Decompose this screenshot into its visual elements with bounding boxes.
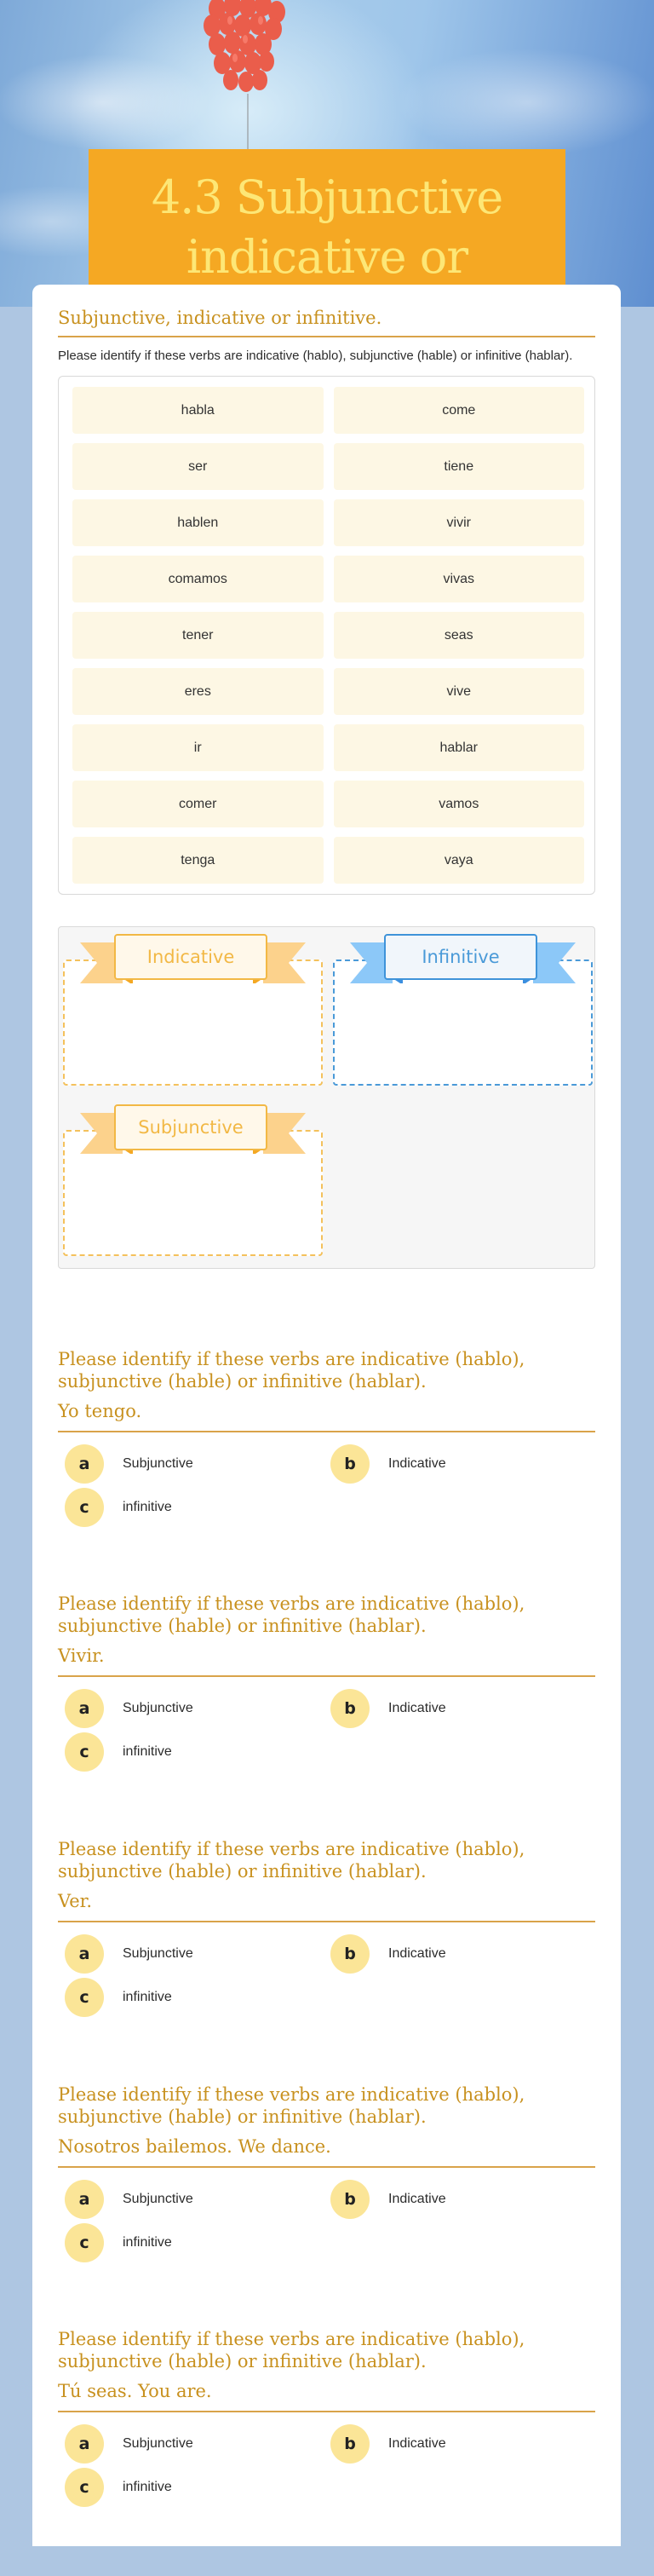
question-4 <box>58 2083 595 2262</box>
word-chip[interactable]: seas <box>334 612 585 659</box>
question-prompt: Please identify if these verbs are indicative (hablo), subjunctive (hable) or infinitive (hablar). <box>58 1349 525 1392</box>
option-label: infinitive <box>123 1989 172 2004</box>
question-1 <box>58 1348 595 1527</box>
option-letter-icon: a <box>65 1934 104 1974</box>
option-label: Subjunctive <box>123 1700 193 1715</box>
option-c[interactable] <box>58 1487 324 1527</box>
option-b[interactable] <box>324 1688 589 1728</box>
word-bank <box>58 376 595 895</box>
word-chip[interactable]: comer <box>72 781 324 827</box>
bin-label-indicative: Indicative <box>114 934 267 980</box>
bin-label-subjunctive: Subjunctive <box>114 1104 267 1150</box>
options-list <box>58 1688 595 1772</box>
option-label: Subjunctive <box>123 1945 193 1961</box>
option-c[interactable] <box>58 1732 324 1772</box>
page-title: 4.3 Subjunctive indicative or <box>151 170 503 284</box>
option-letter-icon: a <box>65 1444 104 1484</box>
question-prompt: Please identify if these verbs are indicative (hablo), subjunctive (hable) or infinitive (hablar). <box>58 2084 525 2127</box>
option-c[interactable] <box>58 2467 324 2507</box>
option-label: Subjunctive <box>123 2435 193 2451</box>
option-b[interactable] <box>324 2423 589 2464</box>
word-chip[interactable]: tenga <box>72 837 324 884</box>
option-letter-icon: a <box>65 2180 104 2219</box>
option-label: Indicative <box>388 1455 446 1471</box>
option-letter-icon: b <box>330 1444 370 1484</box>
option-label: Indicative <box>388 1700 446 1715</box>
options-list <box>58 1444 595 1527</box>
word-chip[interactable]: vaya <box>334 837 585 884</box>
option-label: Subjunctive <box>123 2191 193 2206</box>
word-chip[interactable]: ser <box>72 443 324 490</box>
option-label: Indicative <box>388 2435 446 2451</box>
word-chip[interactable]: tiene <box>334 443 585 490</box>
option-a[interactable] <box>58 2179 324 2219</box>
option-label: Indicative <box>388 1945 446 1961</box>
option-letter-icon: c <box>65 1732 104 1772</box>
option-letter-icon: c <box>65 1978 104 2017</box>
word-chip[interactable]: comamos <box>72 556 324 602</box>
question-subject: Yo tengo. <box>58 1400 595 1432</box>
sort-area <box>58 926 595 1269</box>
activity-instructions: Please identify if these verbs are indicative (hablo), subjunctive (hable) or infinitive (hablar). <box>58 349 573 363</box>
word-chip[interactable]: hablen <box>72 499 324 546</box>
question-5 <box>58 2328 595 2507</box>
option-label: infinitive <box>123 1499 172 1514</box>
option-a[interactable] <box>58 1688 324 1728</box>
option-a[interactable] <box>58 1444 324 1484</box>
word-chip[interactable]: habla <box>72 387 324 434</box>
option-letter-icon: c <box>65 2223 104 2262</box>
word-chip[interactable]: vamos <box>334 781 585 827</box>
question-2 <box>58 1593 595 1772</box>
word-chip[interactable]: hablar <box>334 724 585 771</box>
option-b[interactable] <box>324 1933 589 1974</box>
options-list <box>58 1933 595 2017</box>
option-label: infinitive <box>123 2479 172 2494</box>
word-chip[interactable]: vivas <box>334 556 585 602</box>
option-a[interactable] <box>58 2423 324 2464</box>
question-subject: Tú seas. You are. <box>58 2380 595 2412</box>
balloons-icon <box>192 0 294 149</box>
option-c[interactable] <box>58 2222 324 2262</box>
bin-subjunctive <box>63 1098 323 1268</box>
activity-title: Subjunctive, indicative or infinitive. <box>58 307 595 337</box>
bin-label-infinitive: Infinitive <box>384 934 537 980</box>
question-prompt: Please identify if these verbs are indicative (hablo), subjunctive (hable) or infinitive (hablar). <box>58 2329 525 2371</box>
option-label: Subjunctive <box>123 1455 193 1471</box>
option-b[interactable] <box>324 2179 589 2219</box>
option-b[interactable] <box>324 1444 589 1484</box>
option-a[interactable] <box>58 1933 324 1974</box>
question-prompt: Please identify if these verbs are indicative (hablo), subjunctive (hable) or infinitive (hablar). <box>58 1839 525 1882</box>
options-list <box>58 2179 595 2262</box>
word-chip[interactable]: tener <box>72 612 324 659</box>
bin-indicative <box>63 927 323 1098</box>
question-prompt: Please identify if these verbs are indicative (hablo), subjunctive (hable) or infinitive (hablar). <box>58 1593 525 1636</box>
option-letter-icon: b <box>330 2180 370 2219</box>
question-3 <box>58 1838 595 2017</box>
bin-infinitive <box>333 927 593 1098</box>
title-banner <box>89 149 565 285</box>
word-chip[interactable]: come <box>334 387 585 434</box>
question-subject: Nosotros bailemos. We dance. <box>58 2135 595 2168</box>
option-c[interactable] <box>58 1977 324 2017</box>
content-card <box>32 285 621 2546</box>
options-list <box>58 2423 595 2507</box>
question-subject: Ver. <box>58 1890 595 1922</box>
option-letter-icon: c <box>65 1488 104 1527</box>
word-chip[interactable]: eres <box>72 668 324 715</box>
option-letter-icon: b <box>330 1934 370 1974</box>
option-label: Indicative <box>388 2191 446 2206</box>
option-letter-icon: b <box>330 2424 370 2464</box>
word-chip[interactable]: vive <box>334 668 585 715</box>
option-letter-icon: c <box>65 2468 104 2507</box>
question-subject: Vivir. <box>58 1645 595 1677</box>
option-letter-icon: b <box>330 1689 370 1728</box>
word-chip[interactable]: vivir <box>334 499 585 546</box>
word-chip[interactable]: ir <box>72 724 324 771</box>
option-label: infinitive <box>123 2234 172 2250</box>
option-letter-icon: a <box>65 1689 104 1728</box>
option-letter-icon: a <box>65 2424 104 2464</box>
hero-image <box>0 0 654 307</box>
option-label: infinitive <box>123 1743 172 1759</box>
